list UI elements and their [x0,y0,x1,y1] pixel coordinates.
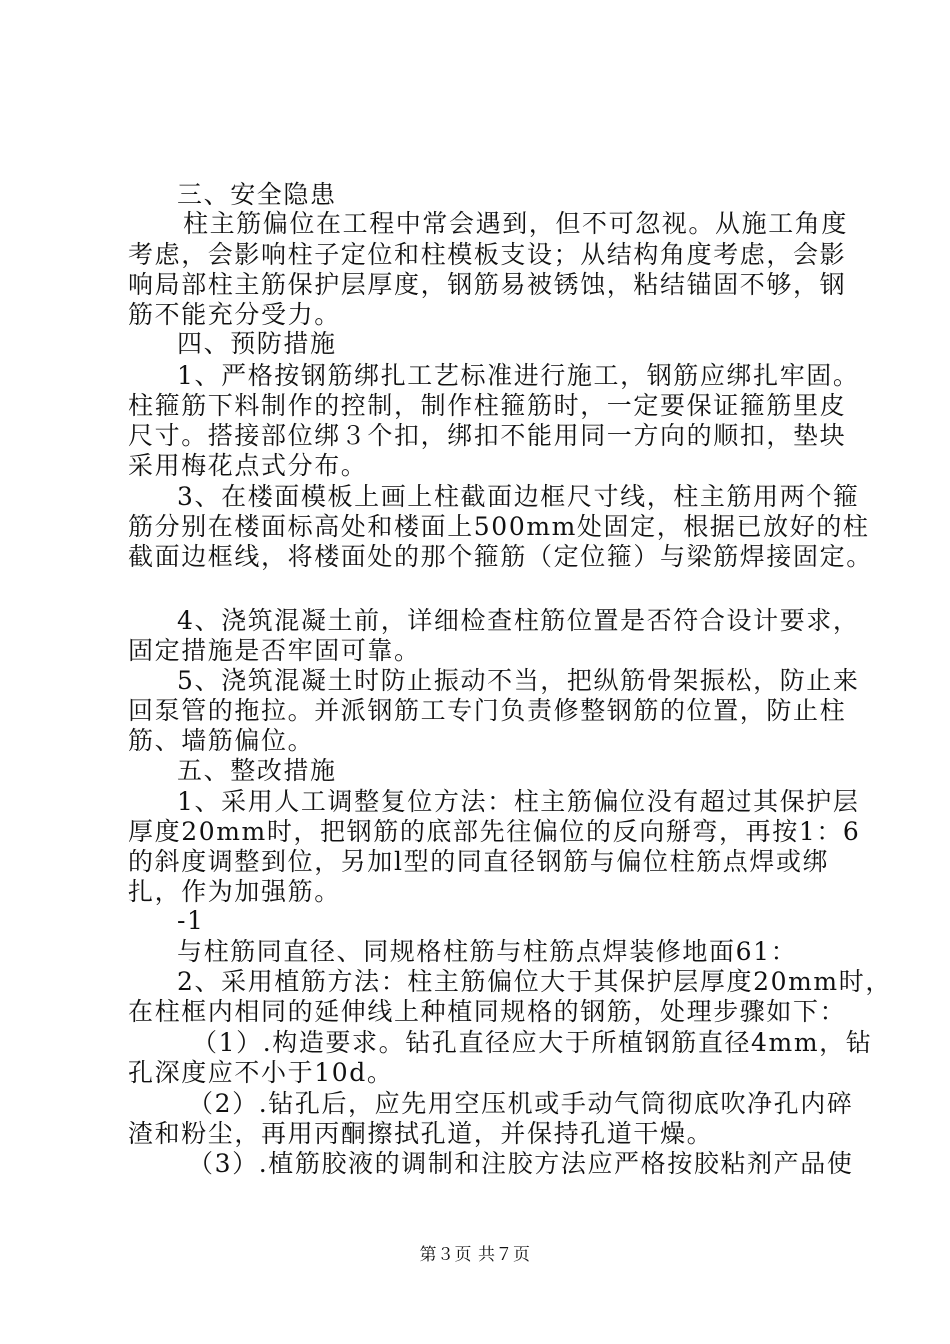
paragraph-line: （1）.构造要求。钻孔直径应大于所植钢筋直径4mm，钻 [192,1028,873,1057]
paragraph-line: 的斜度调整到位，另加l型的同直径钢筋与偏位柱筋点焊或绑 [128,847,830,876]
paragraph-line: 筋、墙筋偏位。 [128,726,315,755]
paragraph-line: 3、在楼面模板上画上柱截面边框尺寸线，柱主筋用两个箍 [177,482,860,511]
paragraph-line: （2）.钻孔后，应先用空压机或手动气筒彻底吹净孔内碎 [188,1089,854,1118]
paragraph-line: 响局部柱主筋保护层厚度，钢筋易被锈蚀，粘结锚固不够，钢 [128,270,847,299]
heading-prevention: 四、预防措施 [177,329,337,358]
page-number-footer: 第３页 共７页 [419,1245,531,1265]
paragraph-line: 柱主筋偏位在工程中常会遇到，但不可忽视。从施工角度 [183,209,849,238]
paragraph-line: 采用梅花点式分布。 [128,451,368,480]
paragraph-line: 2、采用植筋方法：柱主筋偏位大于其保护层厚度20mm时， [177,967,892,996]
paragraph-line: 1、严格按钢筋绑扎工艺标准进行施工，钢筋应绑扎牢固。 [177,361,860,390]
paragraph-line: 孔深度应不小于10d。 [128,1058,394,1087]
paragraph-line: 回泵管的拖拉。并派钢筋工专门负责修整钢筋的位置，防止柱 [128,696,847,725]
paragraph-line: 筋分别在楼面标高处和楼面上500mm处固定，根据已放好的柱 [128,512,870,541]
paragraph-line: 扎，作为加强筋。 [128,877,341,906]
paragraph-line: 尺寸。搭接部位绑３个扣，绑扣不能用同一方向的顺扣，垫块 [128,421,847,450]
paragraph-line: 筋不能充分受力。 [128,300,341,329]
heading-safety-hazard: 三、安全隐患 [177,180,337,209]
paragraph-line: 渣和粉尘，再用丙酮擦拭孔道，并保持孔道干燥。 [128,1119,714,1148]
paragraph-line: 柱箍筋下料制作的控制，制作柱箍筋时，一定要保证箍筋里皮 [128,391,847,420]
paragraph-line: 5、浇筑混凝土时防止振动不当，把纵筋骨架振松，防止来 [177,666,860,695]
paragraph-line: 1、采用人工调整复位方法：柱主筋偏位没有超过其保护层 [177,787,860,816]
figure-label: -1 [177,906,205,935]
paragraph-line: （3）.植筋胶液的调制和注胶方法应严格按胶粘剂产品使 [188,1149,854,1178]
paragraph-line: 固定措施是否牢固可靠。 [128,636,421,665]
paragraph-line: 在柱框内相同的延伸线上种植同规格的钢筋，处理步骤如下： [128,997,847,1026]
paragraph-line: 4、浇筑混凝土前，详细检查柱筋位置是否符合设计要求， [177,606,860,635]
paragraph-line: 厚度20mm时，把钢筋的底部先往偏位的反向掰弯，再按1：6 [128,817,861,846]
heading-rectification: 五、整改措施 [177,756,337,785]
figure-caption: 与柱筋同直径、同规格柱筋与柱筋点焊装修地面61： [177,937,798,966]
paragraph-line: 考虑，会影响柱子定位和柱模板支设；从结构角度考虑，会影 [128,240,847,269]
paragraph-line: 截面边框线，将楼面处的那个箍筋（定位箍）与梁筋焊接固定。 [128,542,873,571]
